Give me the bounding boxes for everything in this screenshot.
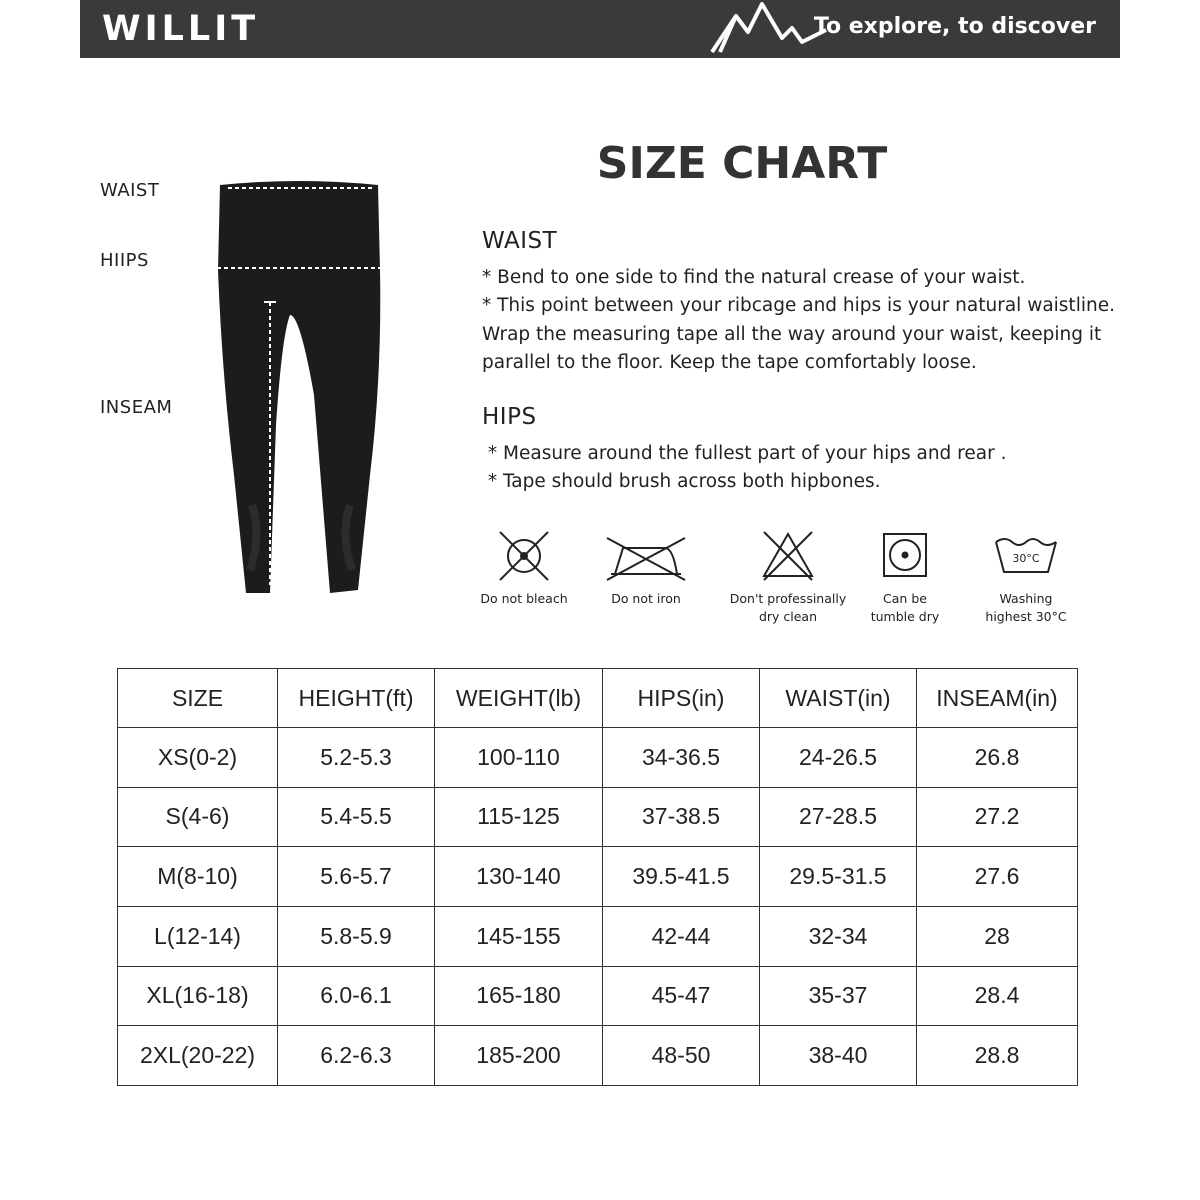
table-cell: 130-140 bbox=[435, 847, 603, 907]
waist-tip-1: * Bend to one side to find the natural crease of your waist. bbox=[482, 267, 1026, 288]
table-cell: 38-40 bbox=[760, 1026, 917, 1086]
table-cell: 28.8 bbox=[917, 1026, 1078, 1086]
waist-label: WAIST bbox=[100, 180, 160, 201]
table-cell: 5.8-5.9 bbox=[278, 906, 435, 966]
table-cell: 35-37 bbox=[760, 966, 917, 1026]
care-do-not-dry-clean bbox=[726, 528, 850, 626]
hips-tip-2: * Tape should brush across both hipbones. bbox=[482, 471, 881, 492]
table-cell: 27-28.5 bbox=[760, 787, 917, 847]
table-cell: 29.5-31.5 bbox=[760, 847, 917, 907]
hips-heading: HIPS bbox=[482, 404, 537, 430]
size-table bbox=[117, 668, 1078, 1086]
table-cell: 27.6 bbox=[917, 847, 1078, 907]
column-header: HEIGHT(ft) bbox=[278, 669, 435, 728]
table-cell: 115-125 bbox=[435, 787, 603, 847]
tumble-dry-icon bbox=[880, 528, 930, 584]
do-not-iron-icon bbox=[601, 528, 691, 584]
page-title: SIZE CHART bbox=[596, 138, 888, 189]
table-cell: 27.2 bbox=[917, 787, 1078, 847]
wash-temp-text: 30°C bbox=[1012, 552, 1040, 565]
table-cell: 100-110 bbox=[435, 728, 603, 788]
table-row bbox=[118, 1026, 1078, 1086]
waist-tip-2: * This point between your ribcage and hips is your natural waistline. Wrap the measuring tape all the way around your waist, keeping it parallel to the floor. Keep the tape comfortably loose. bbox=[482, 295, 1115, 373]
table-cell: 6.0-6.1 bbox=[278, 966, 435, 1026]
table-cell: L(12-14) bbox=[118, 906, 278, 966]
hips-tip-1: * Measure around the fullest part of your hips and rear . bbox=[482, 443, 1007, 464]
table-cell: 37-38.5 bbox=[603, 787, 760, 847]
table-row bbox=[118, 906, 1078, 966]
care-label: Don't professinally bbox=[729, 591, 847, 606]
care-tumble-dry bbox=[860, 528, 950, 626]
table-cell: 28.4 bbox=[917, 966, 1078, 1026]
care-label: Can be bbox=[883, 591, 927, 606]
wash-30-icon bbox=[990, 528, 1062, 584]
table-row bbox=[118, 787, 1078, 847]
care-label: highest 30°C bbox=[985, 609, 1067, 624]
table-cell: 6.2-6.3 bbox=[278, 1026, 435, 1086]
care-label: tumble dry bbox=[870, 609, 940, 624]
column-header: INSEAM(in) bbox=[917, 669, 1078, 728]
hips-label: HIIPS bbox=[100, 250, 149, 271]
column-header: WAIST(in) bbox=[760, 669, 917, 728]
care-wash-30 bbox=[976, 528, 1076, 626]
header-bar bbox=[80, 0, 1120, 58]
inseam-label: INSEAM bbox=[100, 397, 173, 418]
column-header: SIZE bbox=[118, 669, 278, 728]
table-cell: 28 bbox=[917, 906, 1078, 966]
table-cell: 5.4-5.5 bbox=[278, 787, 435, 847]
care-label: Washing bbox=[999, 591, 1053, 606]
care-do-not-bleach bbox=[474, 528, 574, 608]
table-cell: 39.5-41.5 bbox=[603, 847, 760, 907]
table-cell: 26.8 bbox=[917, 728, 1078, 788]
column-header: WEIGHT(lb) bbox=[435, 669, 603, 728]
column-header: HIPS(in) bbox=[603, 669, 760, 728]
table-cell: 165-180 bbox=[435, 966, 603, 1026]
table-row bbox=[118, 966, 1078, 1026]
do-not-dry-clean-icon bbox=[758, 528, 818, 584]
table-cell: 145-155 bbox=[435, 906, 603, 966]
leggings-illustration bbox=[200, 175, 400, 600]
table-cell: M(8-10) bbox=[118, 847, 278, 907]
table-cell: 48-50 bbox=[603, 1026, 760, 1086]
table-cell: 34-36.5 bbox=[603, 728, 760, 788]
table-cell: S(4-6) bbox=[118, 787, 278, 847]
care-label: Do not bleach bbox=[480, 591, 568, 606]
care-label: Do not iron bbox=[611, 591, 681, 606]
table-cell: 42-44 bbox=[603, 906, 760, 966]
table-cell: 185-200 bbox=[435, 1026, 603, 1086]
table-cell: 45-47 bbox=[603, 966, 760, 1026]
waist-heading: WAIST bbox=[482, 228, 558, 254]
tagline: To explore, to discover bbox=[813, 14, 1096, 39]
table-cell: XL(16-18) bbox=[118, 966, 278, 1026]
table-cell: 5.2-5.3 bbox=[278, 728, 435, 788]
table-cell: 32-34 bbox=[760, 906, 917, 966]
care-do-not-iron bbox=[596, 528, 696, 608]
do-not-bleach-icon bbox=[496, 528, 552, 584]
brand-logo: WILLIT bbox=[102, 9, 260, 49]
table-cell: 2XL(20-22) bbox=[118, 1026, 278, 1086]
table-row bbox=[118, 728, 1078, 788]
table-cell: 24-26.5 bbox=[760, 728, 917, 788]
table-header-row bbox=[118, 669, 1078, 728]
table-cell: XS(0-2) bbox=[118, 728, 278, 788]
care-label: dry clean bbox=[758, 609, 818, 624]
table-row bbox=[118, 847, 1078, 907]
table-cell: 5.6-5.7 bbox=[278, 847, 435, 907]
